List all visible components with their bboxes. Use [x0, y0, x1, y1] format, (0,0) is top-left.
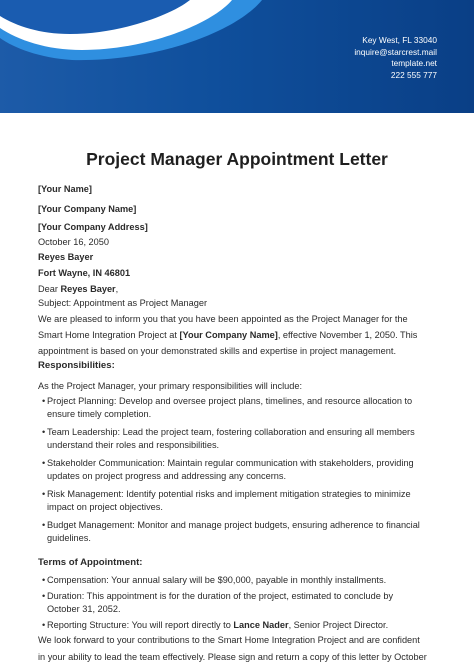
company-email[interactable]: inquire@starcrest.mail	[354, 46, 437, 57]
company-phone: 222 555 777	[390, 69, 437, 80]
salutation	[38, 283, 118, 296]
list-item-line: impact on project objectives.	[47, 502, 163, 512]
bullet-icon: •	[42, 620, 46, 630]
list-item-line: Risk Management: Identify potential risks and implement mitigation strategies to minimize	[47, 489, 411, 499]
responsibilities-intro: As the Project Manager, your primary responsibilities will include:	[38, 381, 302, 391]
salutation-name: Reyes Bayer	[60, 284, 116, 294]
salutation-suffix: ,	[115, 284, 119, 294]
reporting-director: Lance Nader	[233, 620, 289, 630]
subject-line: Subject: Appointment as Project Manager	[38, 298, 208, 308]
responsibilities-heading: Responsibilities:	[38, 360, 115, 371]
reporting-text-c: , Senior Project Director.	[288, 620, 389, 630]
terms-heading: Terms of Appointment:	[38, 557, 143, 568]
terms-reporting	[47, 619, 433, 632]
intro-line-2	[38, 329, 417, 342]
list-item-line: Stakeholder Communication: Maintain regular communication with stakeholders, providing	[47, 458, 414, 468]
bullet-icon: •	[42, 591, 46, 601]
closing-line-1: We look forward to your contributions to the Smart Home Integration Project and are confident	[38, 635, 420, 645]
letter-date: October 16, 2050	[38, 237, 109, 247]
intro-text-c: , effective November 1, 2050. This	[277, 330, 418, 340]
terms-duration: Duration: This appointment is for the duration of the project, estimated to conclude by	[47, 591, 394, 601]
company-contact-block	[354, 35, 437, 81]
list-item-line: understand their roles and responsibilities.	[47, 440, 220, 450]
list-item-line: guidelines.	[47, 533, 91, 543]
bullet-icon: •	[42, 427, 46, 437]
letterhead-banner	[0, 0, 474, 113]
list-item-line: Budget Management: Monitor and manage project budgets, ensuring adherence to financial	[47, 520, 420, 530]
sender-company: [Your Company Name]	[38, 204, 137, 214]
reporting-text-a: Reporting Structure: You will report directly to	[47, 620, 234, 630]
closing-line-2: in your ability to lead the team effectively. Please sign and return a copy of this letter by October	[38, 652, 427, 662]
letter-title: Project Manager Appointment Letter	[86, 149, 388, 169]
bullet-icon: •	[42, 489, 46, 499]
recipient-city: Fort Wayne, IN 46801	[38, 268, 131, 278]
intro-line-1: We are pleased to inform you that you have been appointed as the Project Manager for the	[38, 314, 408, 324]
bullet-icon: •	[42, 575, 46, 585]
sender-address: [Your Company Address]	[38, 222, 148, 232]
list-item-line: ensure timely completion.	[47, 409, 152, 419]
intro-company: [Your Company Name]	[179, 330, 278, 340]
company-website[interactable]: template.net	[391, 58, 437, 69]
intro-line-3: appointment is based on your demonstrated skills and expertise in project management.	[38, 346, 397, 356]
terms-duration-end: October 31, 2052.	[47, 604, 121, 614]
bullet-icon: •	[42, 458, 46, 468]
list-item-line: Project Planning: Develop and oversee project plans, timelines, and resource allocation to	[47, 396, 413, 406]
company-address: Key West, FL 33040	[362, 35, 437, 45]
salutation-prefix: Dear	[38, 284, 61, 294]
intro-text-a: Smart Home Integration Project at	[38, 330, 180, 340]
list-item-line: Team Leadership: Lead the project team, fostering collaboration and ensuring all members	[47, 427, 415, 437]
list-item-line: updates on project progress and addressing any concerns.	[47, 471, 287, 481]
terms-compensation: Compensation: Your annual salary will be $90,000, payable in monthly installments.	[47, 575, 387, 585]
recipient-name: Reyes Bayer	[38, 252, 94, 262]
bullet-icon: •	[42, 396, 46, 406]
sender-name: [Your Name]	[38, 184, 92, 194]
bullet-icon: •	[42, 520, 46, 530]
